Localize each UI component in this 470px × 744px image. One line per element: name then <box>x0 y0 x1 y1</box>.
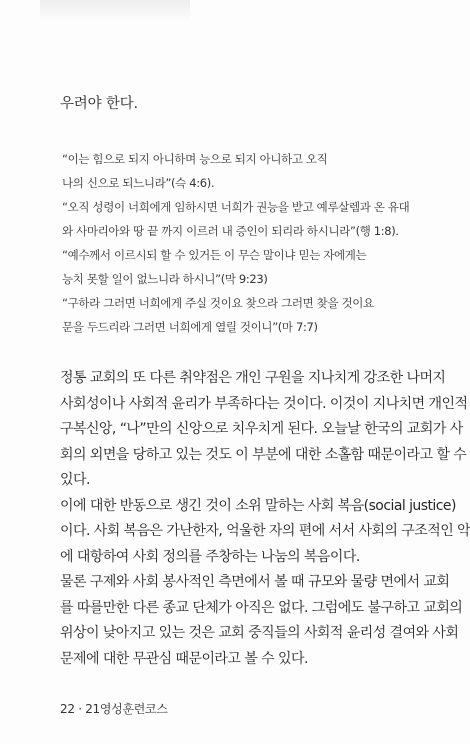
body-text <box>60 366 470 672</box>
quote-line: 능치 못할 일이 없느니라 하시니”(막 9:23) <box>62 272 268 286</box>
body-line: 회의 외면을 당하고 있는 것도 이 부분에 대한 소홀함 때문이라고 할 수 <box>60 446 467 463</box>
footer-separator: · <box>78 702 82 716</box>
body-line: 있다. <box>60 472 90 488</box>
body-line: 구복신앙, “나”만의 신앙으로 치우치게 된다. 오늘날 한국의 교회가 사 <box>60 421 463 437</box>
body-line: 이다. 사회 복음은 가난한자, 억울한 자의 편에 서서 사회의 구조적인 악 <box>60 523 470 539</box>
quote-line: “구하라 그러면 너희에게 주실 것이요 찾으라 그러면 찾을 것이요 <box>62 296 374 310</box>
quote-line: 문을 두드리라 그러면 너희에게 열릴 것이니”(마 7:7) <box>62 320 318 334</box>
reverse-page-bleed-through <box>40 0 190 22</box>
body-line: 이에 대한 반동으로 생긴 것이 소위 말하는 사회 복음(social justice) <box>60 497 456 514</box>
quote-line: “오직 성령이 너희에게 임하시면 너희가 권능을 받고 예루살렘과 온 유대 <box>62 200 410 214</box>
quote-line: “예수께서 이르시되 할 수 있거든 이 무슨 말이냐 믿는 자에게는 <box>62 248 367 262</box>
body-line: 물론 구제와 사회 봉사적인 측면에서 볼 때 규모와 물량 면에서 교회 <box>60 574 450 590</box>
body-line: 정통 교회의 또 다른 취약점은 개인 구원을 지나치게 강조한 나머지 <box>60 370 446 386</box>
body-line: 위상이 낮아지고 있는 것은 교회 중직들의 사회적 윤리성 결여와 사회 <box>60 625 459 641</box>
quote-line: 나의 신으로 되느니라”(슥 4:6). <box>62 176 215 190</box>
page-footer <box>60 700 168 717</box>
page-number: 22 <box>60 702 75 716</box>
body-line: 문제에 대한 무관심 때문이라고 볼 수 있다. <box>60 650 308 667</box>
lead-line: 우려야 한다. <box>60 96 138 112</box>
body-line: 에 대항하여 사회 정의를 주창하는 나눔의 복음이다. <box>60 548 360 565</box>
quote-line: 와 사마리아와 땅 끝 까지 이르러 내 증인이 되리라 하시니라”(행 1:8). <box>62 224 399 238</box>
body-line: 를 따를만한 다른 종교 단체가 아직은 없다. 그럼에도 불구하고 교회의 <box>60 599 463 616</box>
quote-line: “이는 힘으로 되지 아니하며 능으로 되지 아니하고 오직 <box>62 152 328 166</box>
body-line: 사회성이나 사회적 윤리가 부족하다는 것이다. 이것이 지나치면 개인적 <box>60 395 468 412</box>
scripture-quotes <box>62 147 432 339</box>
book-title: 21영성훈련코스 <box>85 702 168 716</box>
